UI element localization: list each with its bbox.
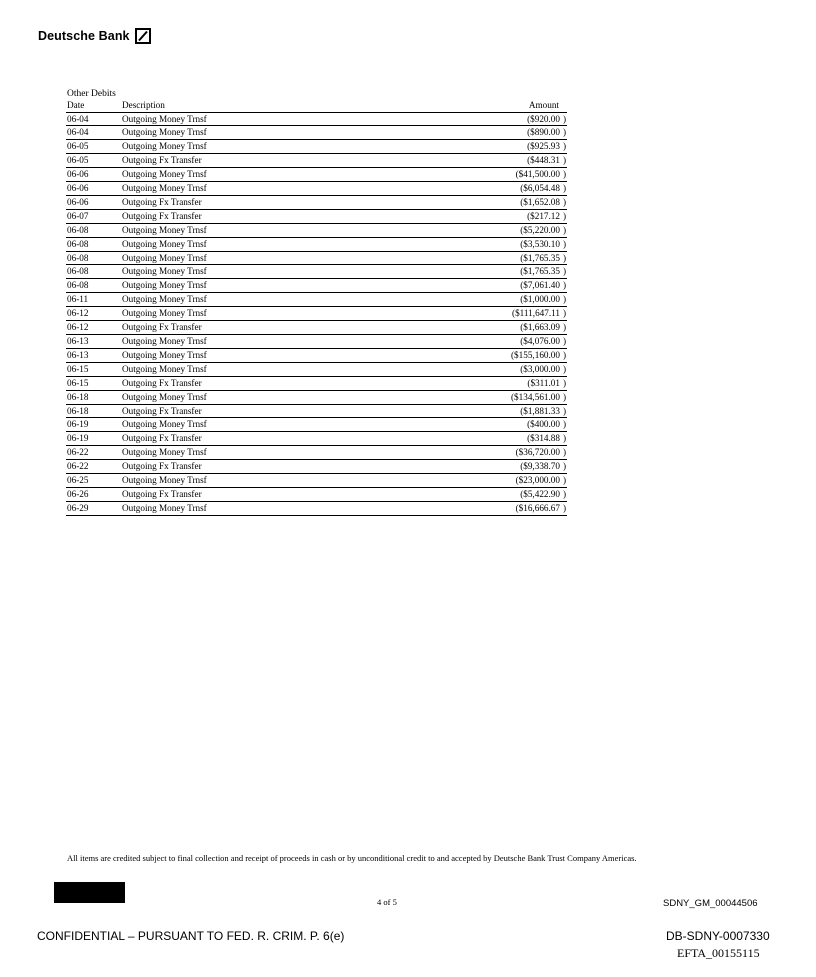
row-description: Outgoing Fx Transfer xyxy=(121,154,390,168)
row-amount: ($314.88 xyxy=(527,433,560,444)
row-amount: ($1,652.08 xyxy=(520,196,560,207)
amount-close-paren: ) xyxy=(562,363,566,374)
row-amount-cell xyxy=(390,362,567,376)
row-date: 06-29 xyxy=(66,501,121,515)
row-date: 06-05 xyxy=(66,154,121,168)
table-row xyxy=(66,251,567,265)
row-date: 06-04 xyxy=(66,126,121,140)
table-row xyxy=(66,376,567,390)
row-date: 06-11 xyxy=(66,293,121,307)
amount-close-paren: ) xyxy=(562,224,566,235)
bank-logo xyxy=(38,28,151,44)
row-date: 06-22 xyxy=(66,446,121,460)
amount-column-header: Amount xyxy=(390,100,567,112)
row-description: Outgoing Money Trnsf xyxy=(121,474,390,488)
amount-close-paren: ) xyxy=(562,488,566,499)
row-date: 06-18 xyxy=(66,390,121,404)
row-amount-cell xyxy=(390,279,567,293)
amount-close-paren: ) xyxy=(562,169,566,180)
table-row xyxy=(66,348,567,362)
row-amount-cell xyxy=(390,376,567,390)
row-description: Outgoing Money Trnsf xyxy=(121,307,390,321)
row-amount-cell xyxy=(390,237,567,251)
amount-close-paren: ) xyxy=(562,155,566,166)
row-amount: ($134,561.00 xyxy=(511,391,560,402)
table-row xyxy=(66,335,567,349)
row-description: Outgoing Fx Transfer xyxy=(121,432,390,446)
table-row xyxy=(66,223,567,237)
table-row xyxy=(66,321,567,335)
row-description: Outgoing Money Trnsf xyxy=(121,293,390,307)
row-description: Outgoing Fx Transfer xyxy=(121,487,390,501)
row-amount-cell xyxy=(390,446,567,460)
table-row xyxy=(66,460,567,474)
row-date: 06-12 xyxy=(66,321,121,335)
row-amount: ($23,000.00 xyxy=(515,475,560,486)
row-amount: ($36,720.00 xyxy=(515,447,560,458)
table-row xyxy=(66,209,567,223)
row-amount: ($16,666.67 xyxy=(515,502,560,513)
table-row xyxy=(66,418,567,432)
row-amount: ($4,076.00 xyxy=(520,336,560,346)
row-amount-cell xyxy=(390,251,567,265)
row-description: Outgoing Money Trnsf xyxy=(121,251,390,265)
table-row xyxy=(66,432,567,446)
row-amount: ($1,765.35 xyxy=(520,266,560,277)
row-amount-cell xyxy=(390,265,567,279)
row-description: Outgoing Money Trnsf xyxy=(121,390,390,404)
row-date: 06-13 xyxy=(66,348,121,362)
table-row xyxy=(66,390,567,404)
row-description: Outgoing Money Trnsf xyxy=(121,168,390,182)
amount-close-paren: ) xyxy=(562,502,566,513)
amount-close-paren: ) xyxy=(562,252,566,263)
row-amount: ($3,000.00 xyxy=(520,363,560,374)
amount-close-paren: ) xyxy=(562,238,566,249)
row-amount: ($6,054.48 xyxy=(520,183,560,194)
row-amount: ($41,500.00 xyxy=(515,169,560,180)
row-description: Outgoing Money Trnsf xyxy=(121,362,390,376)
row-amount: ($9,338.70 xyxy=(520,461,560,472)
row-amount: ($3,530.10 xyxy=(520,238,560,249)
row-amount: ($111,647.11 xyxy=(512,308,560,319)
row-description: Outgoing Money Trnsf xyxy=(121,348,390,362)
amount-close-paren: ) xyxy=(562,210,566,221)
debit-rows xyxy=(66,112,567,515)
row-date: 06-25 xyxy=(66,474,121,488)
row-description: Outgoing Fx Transfer xyxy=(121,209,390,223)
row-date: 06-08 xyxy=(66,223,121,237)
row-amount: ($5,422.90 xyxy=(520,488,560,499)
amount-close-paren: ) xyxy=(562,447,566,458)
row-amount: ($925.93 xyxy=(527,141,560,152)
row-description: Outgoing Money Trnsf xyxy=(121,446,390,460)
amount-close-paren: ) xyxy=(562,405,566,416)
row-description: Outgoing Money Trnsf xyxy=(121,501,390,515)
amount-close-paren: ) xyxy=(562,349,566,360)
row-amount: ($1,765.35 xyxy=(520,252,560,263)
amount-close-paren: ) xyxy=(562,475,566,486)
row-date: 06-08 xyxy=(66,237,121,251)
table-header-row xyxy=(66,100,567,112)
amount-close-paren: ) xyxy=(562,141,566,152)
table-row xyxy=(66,182,567,196)
row-amount-cell xyxy=(390,209,567,223)
row-date: 06-19 xyxy=(66,432,121,446)
disclaimer-text: All items are credited subject to final collection and receipt of proceeds in cash or by unconditional credit to and accepted by Deutsche Bank Trust Company Americas. xyxy=(67,853,637,863)
page-number: 4 of 5 xyxy=(377,897,397,907)
row-description: Outgoing Money Trnsf xyxy=(121,182,390,196)
row-amount: ($1,000.00 xyxy=(520,294,560,305)
table-row xyxy=(66,474,567,488)
row-date: 06-15 xyxy=(66,376,121,390)
amount-close-paren: ) xyxy=(562,419,566,430)
amount-close-paren: ) xyxy=(562,127,566,138)
row-amount: ($311.01 xyxy=(527,377,560,388)
row-amount-cell xyxy=(390,404,567,418)
row-amount-cell xyxy=(390,223,567,237)
row-date: 06-06 xyxy=(66,195,121,209)
table-row xyxy=(66,154,567,168)
table-row xyxy=(66,307,567,321)
row-description: Outgoing Money Trnsf xyxy=(121,279,390,293)
amount-close-paren: ) xyxy=(562,391,566,402)
table-row xyxy=(66,237,567,251)
row-amount-cell xyxy=(390,418,567,432)
row-amount: ($1,881.33 xyxy=(520,405,560,416)
row-description: Outgoing Money Trnsf xyxy=(121,140,390,154)
row-description: Outgoing Fx Transfer xyxy=(121,460,390,474)
table-row xyxy=(66,126,567,140)
bates-number-sdny-gm: SDNY_GM_00044506 xyxy=(663,898,758,909)
row-amount-cell xyxy=(390,168,567,182)
row-date: 06-22 xyxy=(66,460,121,474)
row-description: Outgoing Money Trnsf xyxy=(121,237,390,251)
slash-logo-icon xyxy=(135,28,151,44)
row-description: Outgoing Money Trnsf xyxy=(121,335,390,349)
row-amount: ($400.00 xyxy=(527,419,560,430)
row-amount-cell xyxy=(390,195,567,209)
amount-close-paren: ) xyxy=(562,433,566,444)
row-amount-cell xyxy=(390,432,567,446)
other-debits-table xyxy=(66,100,567,516)
row-date: 06-19 xyxy=(66,418,121,432)
row-amount: ($5,220.00 xyxy=(520,224,560,235)
row-amount: ($7,061.40 xyxy=(520,280,560,291)
row-amount: ($1,663.09 xyxy=(520,322,560,333)
table-row xyxy=(66,112,567,126)
amount-close-paren: ) xyxy=(562,266,566,277)
row-description: Outgoing Fx Transfer xyxy=(121,376,390,390)
amount-close-paren: ) xyxy=(562,308,566,319)
table-row xyxy=(66,168,567,182)
row-date: 06-08 xyxy=(66,251,121,265)
table-row xyxy=(66,404,567,418)
redaction-block xyxy=(54,882,125,903)
row-description: Outgoing Money Trnsf xyxy=(121,126,390,140)
row-date: 06-04 xyxy=(66,112,121,126)
row-description: Outgoing Money Trnsf xyxy=(121,418,390,432)
row-amount-cell xyxy=(390,487,567,501)
table-row xyxy=(66,362,567,376)
description-column-header: Description xyxy=(121,100,390,112)
row-amount-cell xyxy=(390,321,567,335)
table-row xyxy=(66,265,567,279)
section-title: Other Debits xyxy=(67,89,116,99)
table-row xyxy=(66,501,567,515)
row-description: Outgoing Fx Transfer xyxy=(121,195,390,209)
row-date: 06-08 xyxy=(66,279,121,293)
row-description: Outgoing Money Trnsf xyxy=(121,223,390,237)
confidential-notice: CONFIDENTIAL – PURSUANT TO FED. R. CRIM. P. 6(e) xyxy=(37,929,345,943)
bank-name: Deutsche Bank xyxy=(38,29,130,43)
row-description: Outgoing Fx Transfer xyxy=(121,321,390,335)
amount-close-paren: ) xyxy=(562,377,566,388)
row-amount-cell xyxy=(390,112,567,126)
efta-number: EFTA_00155115 xyxy=(677,946,760,960)
amount-close-paren: ) xyxy=(562,336,566,346)
row-amount-cell xyxy=(390,140,567,154)
row-date: 06-18 xyxy=(66,404,121,418)
row-amount-cell xyxy=(390,126,567,140)
row-amount-cell xyxy=(390,293,567,307)
row-amount-cell xyxy=(390,474,567,488)
row-amount-cell xyxy=(390,390,567,404)
table-row xyxy=(66,140,567,154)
bates-number-db: DB-SDNY-0007330 xyxy=(666,929,770,943)
row-amount: ($217.12 xyxy=(527,210,560,221)
row-description: Outgoing Money Trnsf xyxy=(121,112,390,126)
table-row xyxy=(66,279,567,293)
table-row xyxy=(66,195,567,209)
row-date: 06-06 xyxy=(66,182,121,196)
row-amount: ($155,160.00 xyxy=(511,349,560,360)
row-description: Outgoing Money Trnsf xyxy=(121,265,390,279)
row-date: 06-15 xyxy=(66,362,121,376)
amount-close-paren: ) xyxy=(562,294,566,305)
row-date: 06-07 xyxy=(66,209,121,223)
row-description: Outgoing Fx Transfer xyxy=(121,404,390,418)
row-date: 06-13 xyxy=(66,335,121,349)
table-row xyxy=(66,446,567,460)
row-amount: ($448.31 xyxy=(527,155,560,166)
row-amount-cell xyxy=(390,460,567,474)
amount-close-paren: ) xyxy=(562,113,566,124)
row-date: 06-06 xyxy=(66,168,121,182)
row-amount: ($890.00 xyxy=(527,127,560,138)
table-row xyxy=(66,293,567,307)
amount-close-paren: ) xyxy=(562,280,566,291)
row-date: 06-08 xyxy=(66,265,121,279)
row-amount-cell xyxy=(390,307,567,321)
row-date: 06-26 xyxy=(66,487,121,501)
row-amount-cell xyxy=(390,154,567,168)
row-date: 06-12 xyxy=(66,307,121,321)
row-amount-cell xyxy=(390,501,567,515)
row-amount-cell xyxy=(390,335,567,349)
row-amount: ($920.00 xyxy=(527,113,560,124)
date-column-header: Date xyxy=(66,100,121,112)
row-amount-cell xyxy=(390,182,567,196)
amount-close-paren: ) xyxy=(562,183,566,194)
row-amount-cell xyxy=(390,348,567,362)
table-row xyxy=(66,487,567,501)
amount-close-paren: ) xyxy=(562,196,566,207)
amount-close-paren: ) xyxy=(562,461,566,472)
amount-close-paren: ) xyxy=(562,322,566,333)
row-date: 06-05 xyxy=(66,140,121,154)
